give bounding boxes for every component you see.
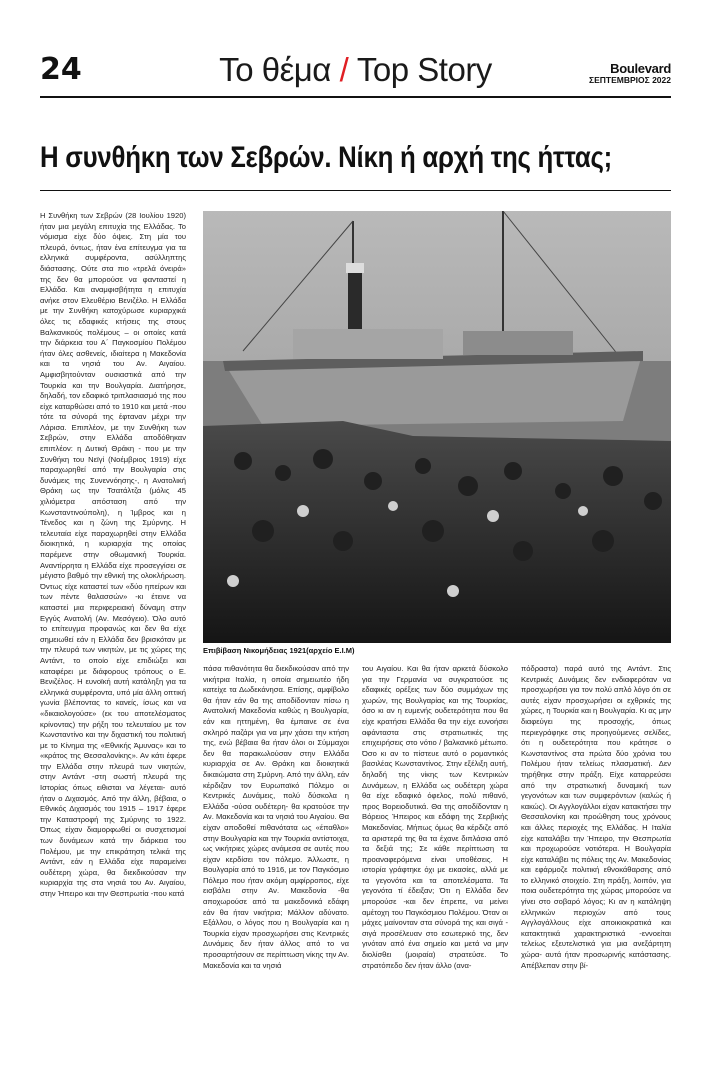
article-column-1 bbox=[40, 211, 186, 1066]
publication-name: Boulevard bbox=[610, 61, 671, 76]
ship-harbour-photo bbox=[203, 211, 671, 643]
column-text: του Αιγαίου. Και θα ήταν αρκετά δύσκολο για την Γερμανία να συγκρατούσε τις εδαφικές ορέξεις των δύο συμμάχων της χωρών, της Βουλγαρίας και της Τουρκίας, όσο κι αν η ευμενής ουδετερότητα που θα είχε κρατήσει Ελλάδα θα την είχε ευνοήσει αφάνταστα στις στρατιωτικές της επιχειρήσεις στο νότιο / βαλκανικό μέτωπο. Όσο κι αν το πίστευε αυτό ο ρομαντικός βασιλέας Κωνσταντίνος. Στην εξέλιξη αυτή, δηλαδή της νίκης των Κεντρικών Δυνάμεων, η Ελλάδα ως ουδέτερη χώρα θα είχε εδαφικό όφελος, πολύ πιθανό, προς Βορειοδυτικά. Θα της αποδίδονταν η Βόρειος Ήπειρος και εδάφη της Σερβικής Μακεδονίας. Μήπως όμως θα κέρδιζε από τα αριστερά της θα τα έχανε διπλάσια από τα δεξιά της; Σε κάθε περίπτωση τα προαναφερόμενα είναι υποθέσεις. Η ιστορία γράφτηκε όχι με εικασίες, αλλά με τα γεγονότα και τα αποτελέσματα. Τα γεγονότα τί έδειξαν; Ότι η Ελλάδα δεν μπορούσε -και δεν έπρεπε, να μείνει αμέτοχη του Παγκόσμιου Πολέμου. Όταν οι μάχες μαίνονταν στα σύνορά της και σιγά - σιγά προσέλευαν στο εσωτερικό της, δεν γινόταν από ένα σημείο και μετά να μην διολίσθει (μοιραία) στρατεύσε. Το στρατόπεδο δεν ήταν άλλο (ανα- bbox=[362, 664, 508, 970]
column-text: Η Συνθήκη των Σεβρών (28 Ιουλίου 1920) ήταν μια μεγάλη επιτυχία της Ελλάδας. Το νόμισμα είχε δύο όψεις. Στη μία του πλευρά, όντως, ήταν ένα επίτευγμα για τα ελληνικά συμφέροντα, ασύλληπτης διάστασης. Ούτε στα πιο «τρελά όνειρά» της δεν θα μπορούσε να φανταστεί η Ελλάδα. Και αναμφισβήτητα η επιτυχία ανήκε στον Ελευθέριο Βενιζέλο. Η Ελλάδα με την Συνθήκη κατοχύρωσε κυριαρχικά όλες τις εδαφικές κτήσεις της στους Βαλκανικούς πολέμους – οι οποίες κατά την διάρκεια του Α΄ Παγκοσμίου Πολέμου ήταν όλες ασθενείς, ιδιαίτερα η Μακεδονία και τα νησιά του Αν. Αιγαίου. Αμφισβητούνταν ουσιαστικά από την Τουρκία και την Βουλγαρία. Διατήρησε, δηλαδή, τον εδαφικό τριπλασιασμό της που είχε καταρθώσει από το 1910 και μετά -που τότε τα σύνορά της έφταναν μέχρι την Λάρισα. Επιπλέον, με την Συνθήκη των Σεβρών, στην Ελλάδα αποδόθηκαν επιπλέον: η Δυτική Θράκη - που με την Συνθήκη του Νεϊγί (Νοέμβριος 1919) είχε παραχωρηθεί από την Βουλγαρία στις δυνάμεις της Συνεννόησης-, η Ανατολική Θράκη ως την Τσατάλτζα (μόλις 45 χιλιόμετρα απόσταση από την Κωνσταντινούπολη), η Ίμβρος και η Τένεδος και η ζώνη της Σμύρνης. Η τελευταία είχε παραχωρηθεί στην Ελλάδα διοικητικά, η κυριαρχία της οποίας παρέμενε στην οθωμανική Τουρκία. Αναντίρρητα η Ελλάδα είχε προσεγγίσει σε μέγιστο βαθμό την εθνική της ολοκλήρωση. Όντως είχε καταστεί των «δύο ηπείρων και των πέντε θαλασσών» -κι έτεινε να καταστεί μια περιφερειακή δύναμη στην Εγγύς Ανατολή (Αν. Μεσόγειο). Όλο αυτό το επίτευγμα προφανώς και δεν θα είχε σημειωθεί εάν η Ελλάδα δεν βρισκόταν με την πλευρά των νικητών, με τις χώρες της Αντάντ, το οποίο είχε επιδιώξει και καταφέρει με διάφορους τρόπους ο Ε. Βενιζέλος. Η ευνοϊκή αυτή κατάληξη για τα ελληνικά συμφέροντα, υπό μία άλλη οπτική γωνία βλέποντας το κανείς, ίσως και να «δικαιολογούσε» (εκ του αποτελέσματος κρίνοντας) την ρήξη του τελευταίου με τον Κωνσταντίνο και την διχαστική του πολιτική με το Κίνημα της «Εθνικής Άμυνας» και το «κράτος της Θεσσαλονίκης». Αν κάτι έφερε την Ελλάδα στην πλευρά των νικητών, στην Αντάντ -στη σωστή πλευρά της Ιστορίας όπως ειθισται να λέγεται- αυτό ήταν ο Διχασμός. Από την άλλη, βέβαια, ο Εθνικός Διχασμός του 1915 – 1917 έφερε την Καταστροφή της Σμύρνης το 1922. Όπως είχαν διαμορφωθεί οι συσχετισμοί των δυνάμεων κατά την διάρκεια του Πολέμου, με την επικράτηση τελικά της Αντάντ, εάν η Ελλάδα είχε παραμείνει ουδέτερη χώρα, θα διεκδικούσαν την κυριαρχία της στα νησιά του Αν. Αιγαίου, στην Ήπειρο και την Θεσπρωτία -που κατά bbox=[40, 211, 186, 898]
article-headline: Η συνθήκη των Σεβρών. Νίκη ή αρχή της ήττας; bbox=[40, 141, 612, 174]
section-separator: / bbox=[339, 51, 349, 88]
article-photo bbox=[203, 211, 671, 643]
article-column-2 bbox=[203, 664, 349, 1066]
column-text: πόδραστα) παρά αυτό της Αντάντ. Στις Κεντρικές Δυνάμεις δεν ενδιαφερόταν να προσχωρήσει για τον πολύ απλό λόγο ότι σε αυτές είχαν προσχωρήσει οι εχθρικές της χώρες, η Τουρκία και η Βουλγαρία. Κι ας μην διαφεύγει της προσοχής, όπως περιεγράφηκε στις προηγούμενες σελίδες, ότι η ουδετερότητα που κράτησε ο Κωνσταντίνος στα πρώτα δύο χρόνια του Πολέμου ήταν τελείως πλασματική. Δεν τηρήθηκε στην πράξη. Είχε καταρρεύσει από την στρατιωτική δυναμική των γεγονότων και των συμφερόντων (καλώς ή κακώς). Οι Αγγλογάλλοι είχαν κατακτήσει την Θεσσαλονίκη και προώθηση τους χρόνους και άλλες περιοχές της Ελλάδας. Η Ιταλία είχε καταλάβει την Ήπειρο, την Θεσπρωτία και προχωρούσε νοτιότερα. Η Βουλγαρία είχε καταλάβει τις πόλεις της Αν. Μακεδονίας και εφάρμοζε πολιτική εθνοκάθαρσης από το ελληνικό στοιχείο. Στη πράξη, λοιπόν, για ποια ουδετερότητα της χώρας μπορούσε να γίνει στο σοβαρό λόγος; Κι αν η κατάληψη ελληνικών περιοχών από τους Αγγλογάλλους είχε αποικιοκρατικά και κατακτητικά χαρακτηριστικά -εννοείται τελείως εξευτελιστικά για μια ανεξάρτητη χώρα- αυτά ήταν προσωρινής κατάστασης. Απέβλεπαν στην βί- bbox=[521, 664, 671, 970]
publication-masthead bbox=[589, 62, 671, 86]
page-number: 24 bbox=[40, 52, 82, 87]
headline-rule bbox=[40, 190, 671, 191]
column-text: πάσα πιθανότητα θα διεκδικούσαν από την νικήτρια Ιταλία, η οποία σημειωτέο ήδη κατείχε τα Δωδεκάνησα. Επίσης, αμφίβολο θα ήταν εάν θα της αποδίδονταν πίσω η Ανατολική Μακεδονία καθώς η Βουλγαρία, εάν και ηττημένη, θα έμπαινε σε ένα σκληρό παζάρι για να μην χάσει την κτήση της, ενώ βέβαια θα ήταν όλοι οι Σύμμαχοι δεν θα παρακωλούσαν στην Ελλάδα κυριαρχία σε Αν. Θράκη και διοικητικά δικαιώματα στη Σμύρνη. Από την άλλη, εάν κέρδιζαν τον Ευρωπαϊκό Πόλεμο οι Κεντρικές Δυνάμεις, πολύ δύσκολα η Ελλάδα -ούσα ουδέτερη- θα κρατούσε την Αν. Μακεδονία και τα νησιά του Αιγαίου. Θα είχαν αποδοθεί πιθανότατα ως «έπαθλο» στην Βουλγαρία και την Τουρκία αντίστοιχα, ως νικήτριες χώρες ανάμεσα σε αυτές που είχαν κερδίσει τον πόλεμο. Άλλωστε, η Βουλγαρία από το 1916, με τον Παγκόσμιο Πόλεμο που ήταν ακόμη αμφίρροπος, είχε εισβάλει στην Αν. Μακεδονία -θα αποχωρούσε από τα μακεδονικά εδάφη εάν θα ήταν νικήτρια; Μάλλον αδύνατο. Εξάλλου, ο λόγος που η Βουλγαρία και η Τουρκία είχαν προσχωρήσει στις Κεντρικές Δυνάμεις δεν ήταν άλλος από το να προσαρτήσουν σε περίπτωση νίκης την Αν. Μακεδονία και τα νησιά bbox=[203, 664, 349, 970]
issue-date: ΣΕΠΤΕΜΒΡΙΟΣ 2022 bbox=[588, 75, 671, 85]
section-title-english: Top Story bbox=[356, 51, 492, 88]
article-column-3 bbox=[362, 664, 508, 1066]
photo-caption: Επιβίβαση Νικομήδειας 1921(αρχείο Ε.Ι.Μ) bbox=[203, 646, 355, 655]
header-rule bbox=[40, 96, 671, 98]
section-title-greek: Το θέμα bbox=[219, 51, 331, 88]
article-column-4 bbox=[521, 664, 671, 1066]
